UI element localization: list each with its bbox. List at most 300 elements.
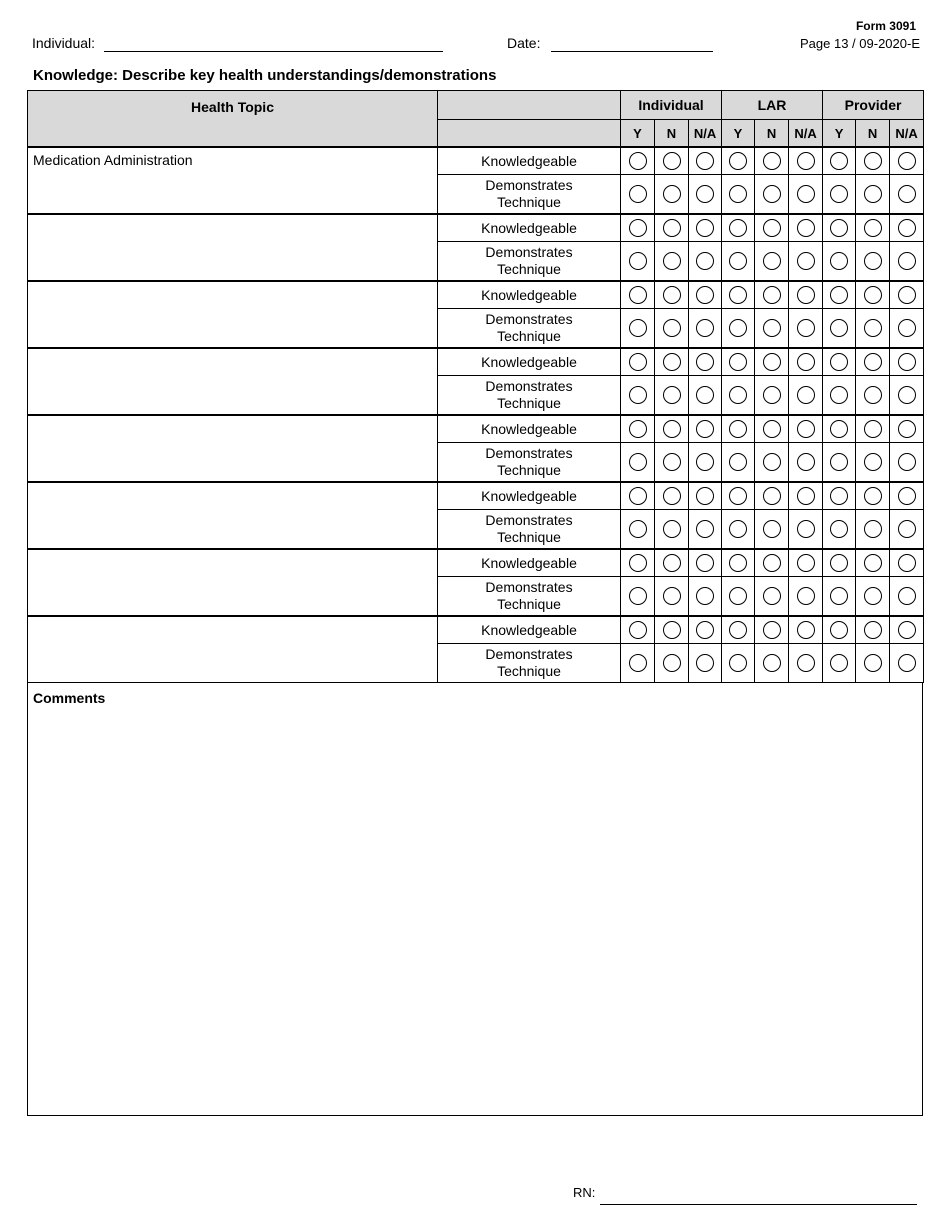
provider-n-radio[interactable] (864, 621, 882, 639)
individual-n-radio[interactable] (663, 252, 681, 270)
individual-na-header: N/A (689, 120, 722, 148)
lar-na-radio[interactable] (797, 353, 815, 371)
lar-y-radio[interactable] (729, 453, 747, 471)
individual-n-cell (655, 147, 689, 175)
individual-y-radio[interactable] (629, 554, 647, 572)
individual-y-cell (621, 577, 655, 617)
lar-n-radio[interactable] (763, 319, 781, 337)
provider-na-cell (890, 443, 924, 483)
individual-n-cell (655, 644, 689, 683)
lar-y-cell (722, 309, 755, 349)
individual-na-radio[interactable] (696, 286, 714, 304)
lar-n-cell (755, 510, 789, 550)
individual-field[interactable] (104, 51, 443, 52)
lar-n-radio[interactable] (763, 453, 781, 471)
provider-y-radio[interactable] (830, 487, 848, 505)
individual-n-radio[interactable] (663, 386, 681, 404)
demonstrates-label: Demonstrates Technique (438, 376, 621, 416)
lar-n-radio[interactable] (763, 520, 781, 538)
provider-y-radio[interactable] (830, 185, 848, 203)
individual-na-cell (689, 443, 722, 483)
lar-na-radio[interactable] (797, 152, 815, 170)
individual-y-radio[interactable] (629, 520, 647, 538)
provider-na-header: N/A (890, 120, 924, 148)
individual-n-radio[interactable] (663, 487, 681, 505)
lar-y-cell (722, 348, 755, 376)
demonstrates-label: Demonstrates Technique (438, 510, 621, 550)
provider-na-cell (890, 309, 924, 349)
lar-n-cell (755, 616, 789, 644)
lar-na-radio[interactable] (797, 420, 815, 438)
provider-na-radio[interactable] (898, 319, 916, 337)
provider-y-cell (823, 175, 856, 215)
provider-y-radio[interactable] (830, 587, 848, 605)
lar-na-radio[interactable] (797, 587, 815, 605)
lar-n-radio[interactable] (763, 554, 781, 572)
lar-y-radio[interactable] (729, 420, 747, 438)
individual-na-radio[interactable] (696, 319, 714, 337)
individual-na-radio[interactable] (696, 152, 714, 170)
individual-n-radio[interactable] (663, 286, 681, 304)
individual-y-radio[interactable] (629, 319, 647, 337)
individual-n-radio[interactable] (663, 520, 681, 538)
provider-n-radio[interactable] (864, 319, 882, 337)
lar-y-radio[interactable] (729, 386, 747, 404)
knowledgeable-label: Knowledgeable (438, 549, 621, 577)
provider-na-radio[interactable] (898, 453, 916, 471)
health-topic-cell[interactable] (28, 482, 438, 549)
provider-y-cell (823, 309, 856, 349)
lar-n-header: N (755, 120, 789, 148)
lar-n-radio[interactable] (763, 252, 781, 270)
individual-y-radio[interactable] (629, 152, 647, 170)
provider-y-radio[interactable] (830, 219, 848, 237)
table-row (28, 616, 924, 644)
topic-group (28, 616, 924, 683)
knowledgeable-label: Knowledgeable (438, 415, 621, 443)
provider-na-radio[interactable] (898, 554, 916, 572)
table-row (28, 214, 924, 242)
provider-y-cell (823, 549, 856, 577)
provider-y-radio[interactable] (830, 319, 848, 337)
provider-n-radio[interactable] (864, 252, 882, 270)
lar-n-radio[interactable] (763, 152, 781, 170)
lar-y-cell (722, 415, 755, 443)
provider-na-cell (890, 175, 924, 215)
lar-na-cell (789, 376, 823, 416)
individual-n-cell (655, 482, 689, 510)
lar-na-radio[interactable] (797, 219, 815, 237)
knowledgeable-label: Knowledgeable (438, 348, 621, 376)
lar-na-radio[interactable] (797, 453, 815, 471)
provider-n-cell (856, 376, 890, 416)
individual-na-cell (689, 616, 722, 644)
topic-group (28, 281, 924, 348)
individual-y-radio[interactable] (629, 286, 647, 304)
provider-n-radio[interactable] (864, 386, 882, 404)
individual-na-radio[interactable] (696, 554, 714, 572)
individual-na-radio[interactable] (696, 252, 714, 270)
lar-y-radio[interactable] (729, 353, 747, 371)
lar-y-cell (722, 644, 755, 683)
provider-y-radio[interactable] (830, 453, 848, 471)
lar-na-cell (789, 309, 823, 349)
provider-n-radio[interactable] (864, 420, 882, 438)
individual-na-cell (689, 549, 722, 577)
provider-n-cell (856, 549, 890, 577)
lar-y-radio[interactable] (729, 252, 747, 270)
provider-n-cell (856, 482, 890, 510)
provider-n-radio[interactable] (864, 520, 882, 538)
blank-subheader (438, 120, 621, 148)
individual-na-cell (689, 482, 722, 510)
individual-na-radio[interactable] (696, 386, 714, 404)
individual-y-cell (621, 415, 655, 443)
health-topic-cell[interactable] (28, 616, 438, 683)
health-topic-cell[interactable]: Medication Administration (28, 147, 438, 214)
provider-y-cell (823, 281, 856, 309)
individual-na-radio[interactable] (696, 185, 714, 203)
provider-na-cell (890, 644, 924, 683)
provider-n-radio[interactable] (864, 554, 882, 572)
provider-na-cell (890, 147, 924, 175)
provider-n-radio[interactable] (864, 286, 882, 304)
provider-n-radio[interactable] (864, 654, 882, 672)
lar-y-cell (722, 577, 755, 617)
provider-y-radio[interactable] (830, 386, 848, 404)
health-topic-cell[interactable] (28, 281, 438, 348)
provider-na-cell (890, 482, 924, 510)
individual-n-cell (655, 376, 689, 416)
lar-na-radio[interactable] (797, 185, 815, 203)
individual-y-radio[interactable] (629, 621, 647, 639)
comments-input[interactable] (32, 711, 920, 1113)
lar-n-radio[interactable] (763, 487, 781, 505)
lar-y-radio[interactable] (729, 219, 747, 237)
lar-na-cell (789, 577, 823, 617)
lar-y-radio[interactable] (729, 554, 747, 572)
individual-y-radio[interactable] (629, 185, 647, 203)
individual-group-header: Individual (621, 91, 722, 120)
table-row (28, 482, 924, 510)
individual-na-radio[interactable] (696, 219, 714, 237)
individual-y-radio[interactable] (629, 487, 647, 505)
provider-na-radio[interactable] (898, 353, 916, 371)
lar-na-cell (789, 443, 823, 483)
individual-na-cell (689, 510, 722, 550)
provider-n-cell (856, 175, 890, 215)
individual-n-radio[interactable] (663, 185, 681, 203)
provider-na-cell (890, 549, 924, 577)
lar-n-radio[interactable] (763, 420, 781, 438)
demonstrates-label: Demonstrates Technique (438, 644, 621, 683)
lar-y-cell (722, 281, 755, 309)
provider-n-cell (856, 242, 890, 282)
provider-y-cell (823, 616, 856, 644)
provider-n-cell (856, 616, 890, 644)
lar-na-radio[interactable] (797, 621, 815, 639)
individual-y-cell (621, 309, 655, 349)
provider-n-radio[interactable] (864, 453, 882, 471)
individual-na-cell (689, 175, 722, 215)
lar-y-radio[interactable] (729, 487, 747, 505)
individual-n-cell (655, 616, 689, 644)
provider-n-radio[interactable] (864, 152, 882, 170)
lar-n-radio[interactable] (763, 219, 781, 237)
provider-y-cell (823, 214, 856, 242)
provider-na-radio[interactable] (898, 252, 916, 270)
individual-n-radio[interactable] (663, 554, 681, 572)
individual-y-radio[interactable] (629, 420, 647, 438)
individual-na-radio[interactable] (696, 621, 714, 639)
provider-y-cell (823, 242, 856, 282)
individual-y-radio[interactable] (629, 252, 647, 270)
individual-na-radio[interactable] (696, 453, 714, 471)
lar-na-cell (789, 644, 823, 683)
provider-y-cell (823, 510, 856, 550)
health-topic-cell[interactable] (28, 348, 438, 415)
health-topic-table (27, 90, 924, 683)
provider-na-radio[interactable] (898, 487, 916, 505)
provider-y-radio[interactable] (830, 520, 848, 538)
individual-y-cell (621, 443, 655, 483)
provider-y-radio[interactable] (830, 554, 848, 572)
lar-na-cell (789, 242, 823, 282)
individual-n-cell (655, 549, 689, 577)
lar-y-cell (722, 175, 755, 215)
lar-n-radio[interactable] (763, 386, 781, 404)
individual-n-cell (655, 309, 689, 349)
individual-y-radio[interactable] (629, 219, 647, 237)
lar-y-radio[interactable] (729, 286, 747, 304)
provider-n-cell (856, 443, 890, 483)
lar-na-radio[interactable] (797, 654, 815, 672)
lar-y-radio[interactable] (729, 319, 747, 337)
provider-na-radio[interactable] (898, 654, 916, 672)
provider-n-radio[interactable] (864, 587, 882, 605)
lar-y-header: Y (722, 120, 755, 148)
provider-y-radio[interactable] (830, 654, 848, 672)
individual-n-radio[interactable] (663, 654, 681, 672)
individual-na-radio[interactable] (696, 487, 714, 505)
provider-na-radio[interactable] (898, 219, 916, 237)
blank-header (438, 91, 621, 120)
lar-y-radio[interactable] (729, 520, 747, 538)
lar-y-radio[interactable] (729, 152, 747, 170)
lar-n-cell (755, 443, 789, 483)
individual-y-cell (621, 147, 655, 175)
individual-na-cell (689, 577, 722, 617)
individual-na-radio[interactable] (696, 654, 714, 672)
provider-y-radio[interactable] (830, 353, 848, 371)
individual-y-header: Y (621, 120, 655, 148)
lar-y-cell (722, 242, 755, 282)
lar-na-radio[interactable] (797, 520, 815, 538)
lar-y-cell (722, 443, 755, 483)
provider-na-cell (890, 415, 924, 443)
lar-na-cell (789, 214, 823, 242)
lar-n-cell (755, 175, 789, 215)
individual-n-radio[interactable] (663, 219, 681, 237)
individual-y-radio[interactable] (629, 587, 647, 605)
rn-signature-field[interactable] (600, 1204, 917, 1205)
provider-na-radio[interactable] (898, 420, 916, 438)
individual-na-radio[interactable] (696, 587, 714, 605)
provider-n-cell (856, 281, 890, 309)
lar-y-radio[interactable] (729, 621, 747, 639)
individual-y-cell (621, 376, 655, 416)
individual-y-cell (621, 482, 655, 510)
knowledgeable-label: Knowledgeable (438, 616, 621, 644)
provider-na-cell (890, 616, 924, 644)
lar-na-radio[interactable] (797, 554, 815, 572)
individual-y-radio[interactable] (629, 453, 647, 471)
provider-y-radio[interactable] (830, 252, 848, 270)
individual-n-cell (655, 175, 689, 215)
provider-na-radio[interactable] (898, 621, 916, 639)
health-topic-cell[interactable] (28, 214, 438, 281)
provider-y-radio[interactable] (830, 152, 848, 170)
lar-na-cell (789, 482, 823, 510)
provider-y-cell (823, 644, 856, 683)
individual-n-radio[interactable] (663, 152, 681, 170)
knowledgeable-label: Knowledgeable (438, 214, 621, 242)
individual-y-radio[interactable] (629, 654, 647, 672)
lar-n-cell (755, 214, 789, 242)
individual-y-radio[interactable] (629, 386, 647, 404)
topic-group (28, 482, 924, 549)
demonstrates-label: Demonstrates Technique (438, 242, 621, 282)
lar-na-radio[interactable] (797, 286, 815, 304)
provider-na-cell (890, 281, 924, 309)
individual-n-radio[interactable] (663, 621, 681, 639)
lar-na-radio[interactable] (797, 319, 815, 337)
lar-n-radio[interactable] (763, 587, 781, 605)
individual-na-radio[interactable] (696, 420, 714, 438)
lar-n-cell (755, 549, 789, 577)
lar-group-header: LAR (722, 91, 823, 120)
individual-n-radio[interactable] (663, 587, 681, 605)
lar-na-radio[interactable] (797, 252, 815, 270)
lar-na-cell (789, 510, 823, 550)
lar-na-cell (789, 147, 823, 175)
topic-group (28, 549, 924, 616)
individual-na-cell (689, 309, 722, 349)
provider-na-cell (890, 348, 924, 376)
provider-y-radio[interactable] (830, 286, 848, 304)
individual-na-cell (689, 242, 722, 282)
lar-na-radio[interactable] (797, 487, 815, 505)
lar-y-radio[interactable] (729, 654, 747, 672)
topic-group (28, 415, 924, 482)
lar-n-cell (755, 644, 789, 683)
individual-n-radio[interactable] (663, 453, 681, 471)
lar-n-radio[interactable] (763, 353, 781, 371)
lar-n-radio[interactable] (763, 185, 781, 203)
provider-n-radio[interactable] (864, 353, 882, 371)
knowledgeable-label: Knowledgeable (438, 281, 621, 309)
individual-n-radio[interactable] (663, 353, 681, 371)
lar-y-radio[interactable] (729, 185, 747, 203)
provider-na-radio[interactable] (898, 520, 916, 538)
lar-n-cell (755, 482, 789, 510)
individual-n-radio[interactable] (663, 319, 681, 337)
lar-n-cell (755, 242, 789, 282)
individual-y-cell (621, 214, 655, 242)
lar-na-header: N/A (789, 120, 823, 148)
lar-n-cell (755, 376, 789, 416)
health-topic-cell[interactable] (28, 415, 438, 482)
provider-y-radio[interactable] (830, 621, 848, 639)
health-topic-header: Health Topic (28, 91, 438, 148)
individual-y-radio[interactable] (629, 353, 647, 371)
lar-na-cell (789, 281, 823, 309)
provider-na-radio[interactable] (898, 587, 916, 605)
provider-y-radio[interactable] (830, 420, 848, 438)
lar-n-cell (755, 577, 789, 617)
provider-na-radio[interactable] (898, 286, 916, 304)
lar-n-radio[interactable] (763, 654, 781, 672)
provider-n-radio[interactable] (864, 219, 882, 237)
provider-y-cell (823, 147, 856, 175)
individual-n-cell (655, 281, 689, 309)
provider-y-cell (823, 376, 856, 416)
individual-n-radio[interactable] (663, 420, 681, 438)
provider-n-cell (856, 348, 890, 376)
provider-n-cell (856, 415, 890, 443)
date-label: Date: (507, 35, 541, 51)
individual-na-radio[interactable] (696, 520, 714, 538)
lar-n-radio[interactable] (763, 621, 781, 639)
lar-y-radio[interactable] (729, 587, 747, 605)
provider-na-radio[interactable] (898, 152, 916, 170)
lar-y-cell (722, 616, 755, 644)
lar-na-cell (789, 549, 823, 577)
individual-na-radio[interactable] (696, 353, 714, 371)
provider-n-radio[interactable] (864, 185, 882, 203)
provider-na-radio[interactable] (898, 185, 916, 203)
table-row (28, 281, 924, 309)
lar-y-cell (722, 549, 755, 577)
lar-n-radio[interactable] (763, 286, 781, 304)
demonstrates-label: Demonstrates Technique (438, 175, 621, 215)
individual-y-cell (621, 281, 655, 309)
provider-na-radio[interactable] (898, 386, 916, 404)
provider-y-cell (823, 577, 856, 617)
lar-na-radio[interactable] (797, 386, 815, 404)
date-field[interactable] (551, 51, 713, 52)
demonstrates-label: Demonstrates Technique (438, 443, 621, 483)
page-info: Page 13 / 09-2020-E (800, 36, 920, 51)
provider-y-cell (823, 415, 856, 443)
individual-y-cell (621, 616, 655, 644)
comments-box (27, 683, 923, 1116)
knowledgeable-label: Knowledgeable (438, 147, 621, 175)
health-topic-cell[interactable] (28, 549, 438, 616)
form-number: Form 3091 (855, 19, 916, 33)
provider-n-radio[interactable] (864, 487, 882, 505)
lar-y-cell (722, 482, 755, 510)
provider-na-cell (890, 510, 924, 550)
individual-n-cell (655, 577, 689, 617)
individual-n-cell (655, 443, 689, 483)
lar-n-cell (755, 348, 789, 376)
individual-n-cell (655, 214, 689, 242)
provider-y-cell (823, 482, 856, 510)
provider-n-cell (856, 510, 890, 550)
individual-y-cell (621, 510, 655, 550)
lar-n-cell (755, 281, 789, 309)
